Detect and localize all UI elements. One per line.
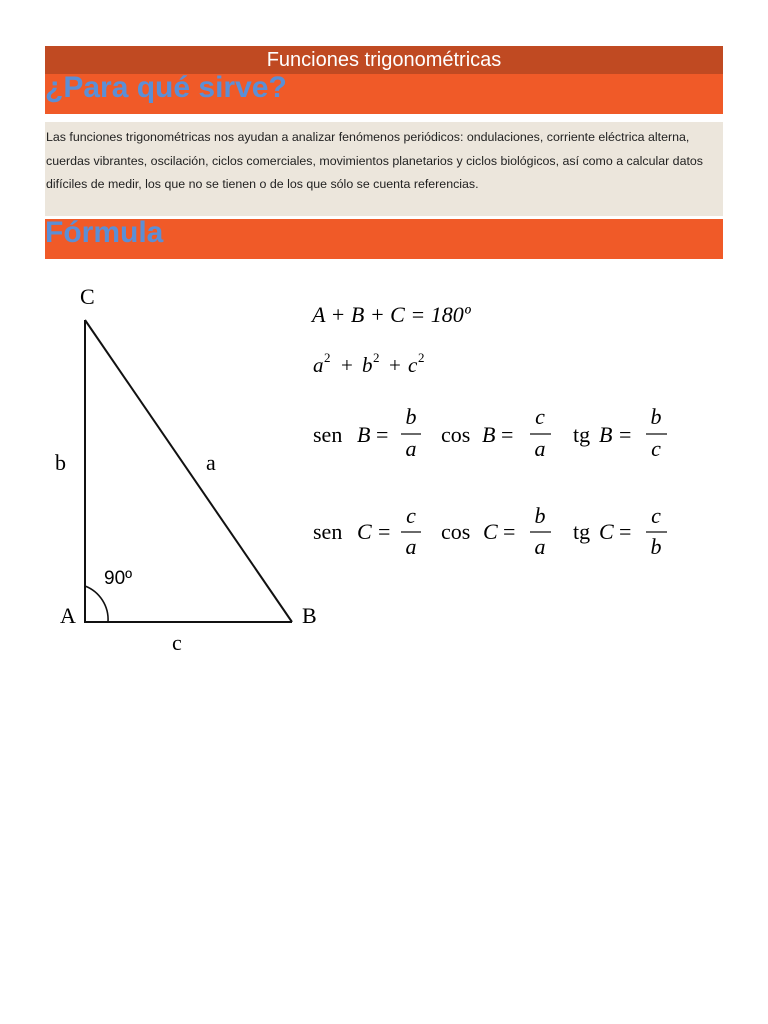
right-angle-arc — [85, 586, 108, 622]
squares-formula — [313, 350, 425, 377]
section-heading-formula: Fórmula — [45, 216, 164, 249]
sen-c-eq: = — [378, 519, 391, 544]
sen-b-fn: sen — [313, 422, 343, 447]
tg-b-formula — [573, 404, 667, 461]
side-b-label: b — [55, 450, 66, 475]
sen-b-den: a — [405, 436, 417, 461]
section-header-formula — [45, 216, 723, 259]
tg-c-fn: tg — [573, 519, 591, 544]
page-title: Funciones trigonométricas — [45, 46, 723, 74]
squares-plus-1: + — [341, 353, 353, 377]
cos-b-fn: cos — [441, 422, 471, 447]
vertex-b-label: B — [302, 603, 317, 628]
cos-b-num: c — [535, 404, 545, 429]
tg-b-den: c — [651, 436, 661, 461]
sen-c-den: a — [405, 534, 417, 559]
tg-b-fn: tg — [573, 422, 591, 447]
triangle-diagram — [0, 270, 343, 670]
cos-b-den: a — [534, 436, 546, 461]
cos-c-eq: = — [503, 519, 516, 544]
tg-b-eq: = — [619, 422, 632, 447]
sen-c-fn: sen — [313, 519, 343, 544]
squares-a: a — [313, 353, 324, 377]
tg-b-num: b — [650, 404, 662, 429]
squares-b-exp: 2 — [373, 350, 380, 365]
sen-c-formula — [313, 503, 421, 559]
squares-plus-2: + — [389, 353, 401, 377]
sen-b-num: b — [405, 404, 417, 429]
section-heading-uses: ¿Para qué sirve? — [45, 71, 287, 104]
squares-b: b — [362, 353, 373, 377]
tg-b-var: B — [599, 422, 613, 447]
squares-c-exp: 2 — [418, 350, 425, 365]
section-header-uses — [45, 71, 723, 114]
description-text: Las funciones trigonométricas nos ayudan a analizar fenómenos periódicos: ondulaciones, corriente eléctrica alterna, cuerdas vibrantes, oscilación, ciclos comerciales, movimientos planetarios y ciclos biológicos, así como a calcular datos difíciles de medir, los que no se tienen o de los que sólo se cuenta referencias. — [46, 130, 703, 191]
squares-c: c — [408, 353, 418, 377]
cos-c-formula — [441, 503, 551, 559]
sen-c-num: c — [406, 503, 416, 528]
tg-c-eq: = — [619, 519, 632, 544]
cos-b-formula — [441, 404, 551, 461]
cos-c-fn: cos — [441, 519, 471, 544]
sen-b-eq: = — [376, 422, 389, 447]
cos-b-eq: = — [501, 422, 514, 447]
side-a-label: a — [206, 450, 216, 475]
tg-c-var: C — [599, 519, 614, 544]
sen-c-var: C — [357, 519, 372, 544]
sen-b-var: B — [357, 422, 371, 447]
formula-panel — [300, 290, 700, 570]
vertex-c-label: C — [80, 284, 95, 309]
vertex-a-label: A — [60, 603, 76, 628]
cos-c-den: a — [534, 534, 546, 559]
tg-c-formula — [573, 503, 667, 559]
cos-b-var: B — [482, 422, 496, 447]
cos-c-var: C — [483, 519, 498, 544]
tg-c-num: c — [651, 503, 661, 528]
squares-a-exp: 2 — [324, 350, 331, 365]
tg-c-den: b — [650, 534, 662, 559]
side-c-label: c — [172, 630, 182, 655]
cos-c-num: b — [534, 503, 546, 528]
description-box — [45, 122, 723, 216]
sen-b-formula — [313, 404, 421, 461]
angle-label: 90º — [104, 568, 133, 589]
angle-sum-formula: A + B + C = 180º — [312, 302, 471, 327]
